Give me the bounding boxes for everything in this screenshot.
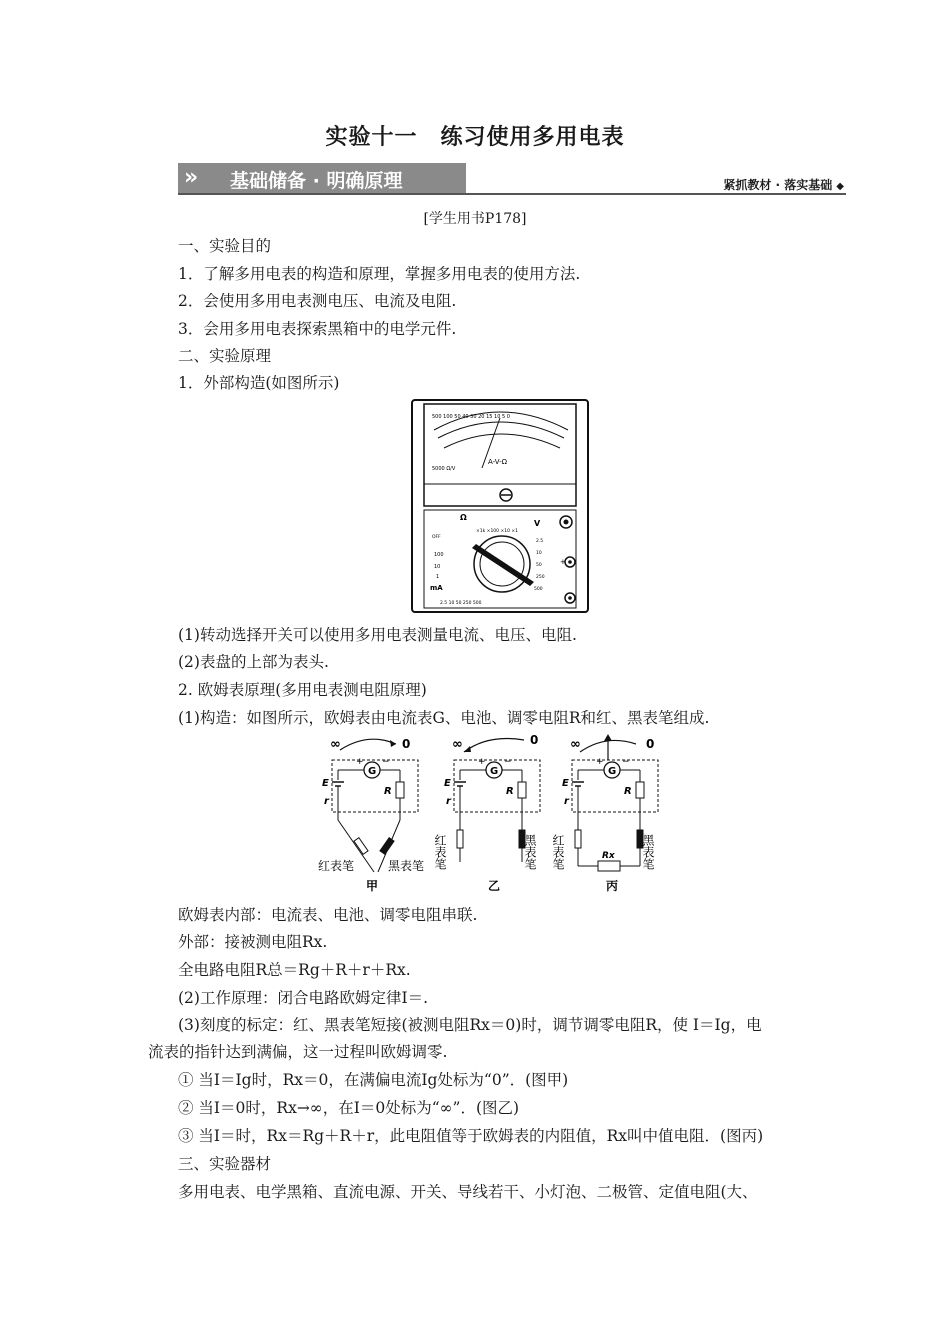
banner-rule: [178, 193, 846, 195]
calibration-2: 流表的指针达到满偏，这一过程叫欧姆调零.: [148, 1043, 448, 1061]
equipment-list: 多用电表、电学黑箱、直流电源、开关、导线若干、小灯泡、二极管、定值电阻(大、: [178, 1183, 758, 1201]
heading-purpose: 一、实验目的: [178, 237, 272, 255]
purpose-2: 2．会使用多用电表测电压、电流及电阻.: [178, 292, 457, 310]
svg-text:+: +: [596, 757, 604, 767]
corner-label: 5000 Ω/V: [432, 466, 456, 472]
working-principle: (2)工作原理：闭合电路欧姆定律I＝.: [178, 989, 429, 1007]
svg-text:+: +: [560, 558, 566, 566]
right-range-5: 500: [534, 587, 543, 592]
structure-heading: 1．外部构造(如图所示): [178, 374, 340, 392]
svg-text:G: G: [490, 766, 499, 777]
svg-text:∞: ∞: [452, 737, 463, 752]
ohmmeter-circuits-figure: [316, 730, 666, 894]
svg-text:r: r: [446, 796, 451, 807]
purpose-3: 3．会用多用电表探索黑箱中的电学元件.: [178, 320, 457, 338]
heading-equipment: 三、实验器材: [178, 1155, 272, 1173]
svg-text:G: G: [608, 766, 617, 777]
left-range-1: 100: [434, 552, 444, 558]
svg-text:黑表笔: 黑表笔: [388, 859, 425, 873]
svg-text:Rx: Rx: [602, 851, 615, 861]
svg-text:∞: ∞: [570, 737, 581, 752]
left-range-2: 10: [434, 564, 441, 570]
svg-text:E: E: [322, 778, 329, 789]
svg-text:E: E: [444, 778, 451, 789]
right-range-1: 2.5: [536, 539, 544, 544]
svg-text:丙: 丙: [606, 879, 619, 893]
circuit-c: [551, 734, 658, 893]
bottom-ranges: 2.5 10 50 250 500: [440, 601, 482, 606]
case-2: ② 当I＝0时，Rx→∞，在I＝0处标为“∞”．(图乙): [178, 1099, 520, 1117]
top-ranges: ×1k ×100 ×10 ×1: [476, 529, 519, 534]
off-label: OFF: [432, 535, 441, 540]
svg-text:E: E: [562, 778, 569, 789]
volt-label: V: [534, 519, 541, 528]
svg-text:红表笔: 红表笔: [318, 859, 355, 873]
svg-text:0: 0: [402, 737, 411, 751]
circuit-a: [318, 737, 424, 893]
svg-text:+: +: [356, 757, 364, 767]
svg-text:0: 0: [646, 737, 655, 751]
heading-principle: 二、实验原理: [178, 347, 272, 365]
svg-text:−: −: [504, 757, 512, 767]
right-range-2: 10: [536, 551, 542, 556]
ohm-principle-heading: 2. 欧姆表原理(多用电表测电阻原理): [178, 681, 427, 699]
banner-right-tag: 紧抓教材 · 落实基础 ◆: [723, 178, 844, 192]
inner-structure: 欧姆表内部：电流表、电池、调零电阻串联.: [178, 906, 478, 924]
case-3: ③ 当I＝时，Rx＝Rg＋R＋r，此电阻值等于欧姆表的内阻值，Rx叫中值电阻．(图丙): [178, 1127, 764, 1145]
structure-1: (1)转动选择开关可以使用多用电表测量电流、电压、电阻.: [178, 626, 577, 644]
svg-text:+: +: [478, 757, 486, 767]
source-ref: [学生用书P178]: [423, 211, 527, 227]
ma-label: mA: [430, 584, 443, 592]
svg-text:红表笔: 红表笔: [551, 834, 565, 870]
svg-text:∞: ∞: [330, 737, 341, 752]
purpose-1: 1．了解多用电表的构造和原理，掌握多用电表的使用方法.: [178, 265, 581, 283]
svg-text:−: −: [622, 757, 630, 767]
page-title: 实验十一 练习使用多用电表: [325, 125, 625, 150]
svg-text:R: R: [624, 786, 632, 797]
svg-text:黑表笔: 黑表笔: [641, 834, 655, 870]
svg-text:R: R: [506, 786, 514, 797]
section-banner: [178, 163, 466, 193]
svg-text:黑表笔: 黑表笔: [523, 834, 537, 870]
svg-text:r: r: [564, 796, 569, 807]
calibration-1: (3)刻度的标定：红、黑表笔短接(被测电阻Rx＝0)时，调节调零电阻R，使 I＝Ig，电: [178, 1016, 762, 1034]
total-resistance: 全电路电阻R总＝Rg＋R＋r＋Rx.: [178, 961, 411, 979]
banner-text: 基础储备 · 明确原理: [230, 170, 403, 192]
right-range-3: 50: [536, 563, 542, 568]
ohm-structure: (1)构造：如图所示，欧姆表由电流表G、电池、调零电阻R和红、黑表笔组成.: [178, 709, 710, 727]
svg-text:0: 0: [530, 733, 539, 747]
scale-label: A-V-Ω: [488, 458, 508, 466]
left-range-3: 1: [436, 574, 440, 580]
svg-text:−: −: [382, 757, 390, 767]
diamond-icon: ◆: [836, 181, 844, 192]
double-chevron-icon: »: [184, 165, 193, 190]
svg-text:红表笔: 红表笔: [433, 834, 447, 870]
multimeter-figure: [410, 398, 590, 614]
svg-text:R: R: [384, 786, 392, 797]
svg-text:r: r: [324, 796, 329, 807]
structure-2: (2)表盘的上部为表头.: [178, 653, 329, 671]
svg-text:乙: 乙: [488, 879, 501, 893]
scale-top: 500 100 50 40 30 20 15 10 5 0: [432, 414, 510, 420]
case-1: ① 当I＝Ig时，Rx＝0，在满偏电流Ig处标为“0”．(图甲): [178, 1071, 569, 1089]
outer-structure: 外部：接被测电阻Rx.: [178, 933, 328, 951]
right-range-4: 250: [536, 575, 545, 580]
svg-text:甲: 甲: [366, 879, 379, 893]
circuit-b: [433, 733, 540, 893]
ohm-label: Ω: [460, 513, 467, 522]
svg-text:G: G: [368, 766, 377, 777]
